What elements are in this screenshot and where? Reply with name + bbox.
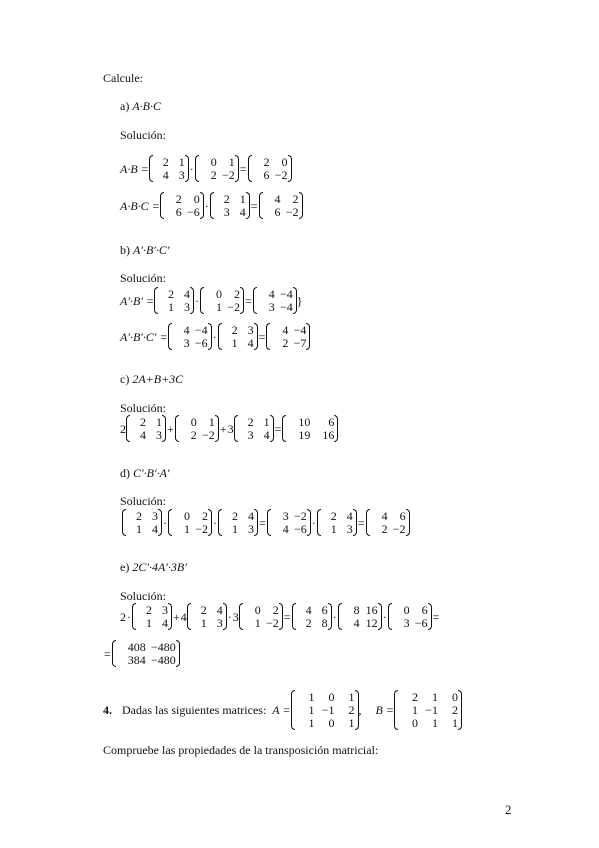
equation-e-1	[120, 603, 440, 630]
scalar: 2	[120, 609, 126, 624]
dot-operator: ·	[212, 329, 217, 344]
matrix-cell: 3	[403, 616, 410, 630]
matrix-entries	[392, 603, 428, 630]
dot-operator: ·	[227, 609, 232, 624]
matrix-cell: 3	[184, 300, 191, 314]
matrix-entries	[153, 155, 185, 182]
matrix	[218, 509, 258, 536]
matrix-cell: −2	[202, 428, 215, 442]
question-number: 4.	[103, 703, 112, 717]
matrix-cell: 1	[431, 690, 438, 704]
matrix	[210, 192, 250, 219]
matrix-entries	[136, 603, 168, 630]
matrix-cell: 4	[268, 287, 275, 301]
part-b-expression: A′·B′·C′	[133, 243, 170, 257]
matrix-cell: 4	[282, 323, 289, 337]
eq-lhs: A·B·C =	[120, 198, 160, 213]
matrix-cell: 1	[200, 616, 207, 630]
matrix-cell: 2	[330, 509, 337, 523]
matrix-cell: 2	[247, 415, 254, 429]
part-c-heading	[120, 372, 183, 387]
matrix-entries	[286, 415, 334, 442]
right-bracket	[334, 415, 338, 442]
matrix-cell: −2	[274, 168, 288, 182]
matrix-cell: 2	[146, 603, 152, 617]
matrix-entries	[172, 509, 208, 536]
matrix-cell: 3	[178, 168, 185, 182]
matrix-cell: 1	[431, 716, 438, 730]
question-text: Dadas las siguientes matrices:	[122, 703, 267, 717]
matrix	[317, 509, 357, 536]
right-bracket	[158, 509, 162, 536]
right-bracket	[458, 690, 462, 730]
right-bracket	[162, 415, 166, 442]
matrix-cell: 4	[353, 616, 360, 630]
right-bracket	[168, 603, 172, 630]
eq-lhs: A·B =	[120, 161, 149, 176]
matrix-entries	[116, 640, 176, 667]
matrix-cell: 4	[162, 168, 169, 182]
matrix-cell: 3	[268, 300, 275, 314]
matrix-cell: 2	[381, 522, 388, 536]
matrix-cell: 4	[247, 336, 254, 350]
equals-sign: =	[274, 421, 282, 436]
matrix-cell: 2	[162, 155, 169, 169]
part-a-expression: A·B·C	[132, 99, 161, 113]
matrix-entries	[263, 192, 299, 219]
matrix-cell: 1	[184, 522, 190, 536]
matrix-cell: 4	[216, 603, 223, 617]
matrix-entries	[243, 603, 279, 630]
right-bracket	[254, 509, 258, 536]
intro-text: Calcule:	[103, 71, 143, 85]
matrix-cell: −2	[294, 509, 307, 523]
dot-operator: ·	[189, 161, 194, 176]
matrix-cell: 4	[248, 509, 254, 523]
matrix-cell: 1	[178, 155, 185, 169]
part-e-label: e)	[120, 560, 130, 574]
matrix-entries	[158, 287, 190, 314]
equation-e-2	[103, 640, 180, 667]
matrix-entries	[296, 603, 328, 630]
matrix-cell: 6	[399, 509, 406, 523]
matrix	[168, 509, 212, 536]
matrix-cell: 4	[305, 603, 312, 617]
matrix-entries	[321, 509, 353, 536]
equals-sign: =	[357, 515, 365, 530]
matrix-cell: 0	[411, 716, 418, 730]
matrix	[154, 287, 194, 314]
matrix-cell: 4	[263, 428, 270, 442]
matrix-cell: −6	[194, 336, 208, 350]
matrix-cell: 1	[348, 690, 355, 704]
dot-operator: ·	[311, 515, 316, 530]
matrix-cell: 4	[184, 287, 191, 301]
matrix-cell: 4	[346, 509, 353, 523]
matrix-cell: 2	[282, 336, 289, 350]
right-bracket	[185, 155, 189, 182]
equals-sign: =	[245, 293, 252, 308]
matrix-entries	[342, 603, 378, 630]
matrix-cell: 1	[411, 703, 418, 717]
matrix-cell: 3	[247, 428, 254, 442]
equation-a-1	[120, 155, 292, 182]
matrix	[388, 603, 432, 630]
eq-lhs: A′·B′·C′ =	[120, 329, 168, 344]
solution-label-a: Solución:	[120, 128, 167, 142]
dot-operator: ·	[204, 198, 209, 213]
equation-b-1	[120, 287, 303, 314]
matrix-cell: 0	[328, 690, 335, 704]
part-a-heading	[120, 99, 161, 114]
matrix-cell: 2	[202, 509, 208, 523]
dot-operator: ·	[195, 293, 200, 308]
matrix-cell: 4	[239, 205, 246, 219]
right-bracket	[299, 192, 303, 219]
matrix-cell: 3	[223, 205, 230, 219]
question-4	[103, 690, 462, 730]
matrix-cell: 0	[184, 509, 190, 523]
right-bracket	[240, 287, 244, 314]
matrix-cell: 16	[365, 603, 378, 617]
eq-lhs: A′·B′ =	[120, 293, 155, 308]
matrix-entries	[214, 192, 246, 219]
matrix-cell: −2	[392, 522, 406, 536]
matrix-cell: −6	[294, 522, 307, 536]
matrix-cell: 384	[127, 653, 146, 667]
matrix-cell: −2	[195, 522, 208, 536]
matrix-cell: 6	[328, 415, 335, 429]
matrix-cell: 2	[223, 192, 230, 206]
matrix-cell: −2	[227, 300, 241, 314]
matrix-cell: −480	[151, 653, 176, 667]
matrix	[248, 155, 292, 182]
matrix	[282, 415, 338, 442]
part-e-expression: 2C′·4A′·3B′	[132, 560, 187, 574]
matrix-entries	[126, 509, 158, 536]
matrix	[266, 323, 310, 350]
matrix-entries	[257, 287, 293, 314]
matrix-cell: 1	[308, 716, 315, 730]
matrix	[253, 287, 297, 314]
matrix	[112, 640, 180, 667]
plus-operator: +	[167, 421, 174, 436]
equation-c	[120, 415, 338, 442]
comma: ,	[358, 703, 362, 717]
right-bracket	[306, 323, 310, 350]
solution-label-d: Solución:	[120, 494, 167, 508]
part-b-heading	[120, 243, 170, 258]
matrix-cell: 3	[216, 616, 223, 630]
right-bracket	[328, 603, 332, 630]
matrix-cell: 2	[272, 603, 279, 617]
matrix-entries	[271, 509, 307, 536]
matrix-cell: 6	[175, 205, 182, 219]
equals-sign: =	[250, 198, 258, 213]
matrix	[187, 603, 227, 630]
matrix-cell: 3	[346, 522, 353, 536]
matrix-cell: 1	[156, 415, 162, 429]
matrix-entries	[370, 509, 406, 536]
matrix	[239, 603, 283, 630]
matrix-cell: −6	[186, 205, 200, 219]
matrix-cell: 3	[162, 603, 168, 617]
part-a-label: a)	[120, 99, 130, 113]
matrix-cell: 2	[411, 690, 418, 704]
matrix-cell: 3	[282, 509, 289, 523]
matrix-entries	[199, 155, 235, 182]
matrix-cell: 3	[247, 323, 254, 337]
matrix-cell: 0	[403, 603, 410, 617]
matrix	[259, 192, 303, 219]
matrix-cell: 3	[183, 336, 190, 350]
matrix-cell: 0	[281, 155, 288, 169]
scalar: 2	[120, 421, 126, 436]
solution-label-b: Solución:	[120, 271, 167, 285]
solution-label-e: Solución:	[120, 589, 167, 603]
equation-b-2	[120, 323, 310, 350]
plus-operator: +	[173, 609, 180, 624]
matrix-cell: 1	[208, 415, 215, 429]
matrix-entries	[204, 287, 240, 314]
matrix-entries	[130, 415, 162, 442]
dot-operator: ·	[332, 609, 337, 624]
matrix-cell: 1	[228, 155, 235, 169]
matrix-cell: −4	[293, 323, 307, 337]
matrix	[292, 603, 332, 630]
right-bracket	[215, 415, 219, 442]
right-bracket	[406, 509, 410, 536]
scalar: 3	[227, 421, 234, 436]
matrix-cell: 0	[193, 192, 200, 206]
matrix-a	[291, 690, 359, 730]
matrix-cell: 3	[248, 522, 254, 536]
matrix-cell: 2	[175, 192, 182, 206]
matrix-cell: 3	[156, 428, 162, 442]
right-bracket	[428, 603, 432, 630]
dot-operator: ·	[163, 515, 167, 530]
matrix	[168, 323, 212, 350]
part-d-label: d)	[120, 466, 130, 480]
matrix-entries	[252, 155, 288, 182]
matrix-cell: 19	[298, 428, 311, 442]
matrix-cell: 2	[140, 415, 146, 429]
plus-operator: +	[219, 421, 227, 436]
matrix	[218, 323, 258, 350]
matrix-cell: 8	[353, 603, 360, 617]
part-d-expression: C′·B′·A′	[133, 466, 170, 480]
matrix	[267, 509, 311, 536]
matrix-cell: 1	[146, 616, 152, 630]
scalar: 3	[232, 609, 239, 624]
equation-a-2	[120, 192, 303, 219]
matrix-cell: −480	[151, 640, 176, 654]
matrix-cell: 1	[308, 703, 315, 717]
matrix-entries	[191, 603, 223, 630]
matrix-b-label: B =	[375, 703, 394, 717]
matrix-cell: 2	[305, 616, 312, 630]
matrix-cell: 1	[216, 300, 223, 314]
matrix	[132, 603, 172, 630]
matrix-cell: −1	[425, 703, 438, 717]
matrix-cell: −4	[280, 300, 293, 314]
check-instruction: Compruebe las propiedades de la transposición matricial:	[103, 743, 379, 757]
right-bracket	[279, 603, 283, 630]
matrix-cell: −2	[285, 205, 299, 219]
matrix-cell: 2	[234, 287, 241, 301]
matrix	[200, 287, 244, 314]
right-bracket	[246, 192, 250, 219]
right-bracket	[378, 603, 382, 630]
matrix-cell: −4	[194, 323, 208, 337]
matrix-cell: 8	[321, 616, 328, 630]
page-number: 2	[505, 802, 512, 817]
matrix-cell: 1	[451, 716, 458, 730]
matrix-cell: 2	[210, 168, 217, 182]
matrix-cell: 1	[308, 690, 315, 704]
right-bracket	[353, 509, 357, 536]
matrix-cell: 0	[451, 690, 458, 704]
matrix-cell: 1	[231, 336, 238, 350]
matrix-entries	[222, 509, 254, 536]
matrix	[366, 509, 410, 536]
matrix	[126, 415, 166, 442]
right-bracket	[208, 323, 212, 350]
matrix-cell: 2	[451, 703, 458, 717]
matrix	[160, 192, 204, 219]
matrix-cell: 4	[162, 616, 168, 630]
matrix	[122, 509, 162, 536]
matrix	[195, 155, 239, 182]
matrix-cell: 4	[152, 522, 158, 536]
matrix-cell: −6	[414, 616, 428, 630]
matrix	[149, 155, 189, 182]
matrix-entries	[179, 415, 215, 442]
matrix-cell: 3	[152, 509, 158, 523]
matrix-cell: 2	[231, 323, 238, 337]
matrix-cell: 0	[190, 415, 197, 429]
matrix-cell: 6	[321, 603, 328, 617]
matrix-cell: 0	[328, 716, 335, 730]
part-e-heading	[120, 560, 187, 575]
right-bracket	[208, 509, 212, 536]
matrix-entries	[295, 690, 355, 730]
matrix-cell: 1	[263, 415, 270, 429]
matrix-cell: 2	[168, 287, 175, 301]
part-d-heading	[120, 466, 170, 481]
matrix	[338, 603, 382, 630]
matrix-cell: 0	[210, 155, 217, 169]
matrix-cell: 1	[348, 716, 355, 730]
matrix-cell: −7	[293, 336, 307, 350]
equation-d	[122, 509, 410, 536]
matrix-cell: 6	[421, 603, 428, 617]
right-bracket	[200, 192, 204, 219]
matrix-a-label: A =	[272, 703, 291, 717]
equals-sign: =	[283, 609, 291, 624]
right-bracket	[176, 640, 180, 667]
matrix-entries	[270, 323, 306, 350]
matrix-cell: 6	[274, 205, 281, 219]
matrix-cell: 2	[232, 509, 238, 523]
dot-operator: ·	[382, 609, 387, 624]
matrix-cell: 1	[239, 192, 246, 206]
right-bracket	[223, 603, 227, 630]
matrix-cell: 4	[140, 428, 146, 442]
matrix-cell: 2	[190, 428, 197, 442]
right-bracket	[270, 415, 274, 442]
equals-sign: =	[259, 515, 266, 530]
matrix-cell: 2	[348, 703, 355, 717]
right-bracket	[235, 155, 239, 182]
right-bracket	[254, 323, 258, 350]
closing-brace: }	[296, 293, 303, 308]
scalar: 4	[180, 609, 187, 624]
matrix-cell: 1	[232, 522, 238, 536]
matrix-cell: 408	[127, 640, 146, 654]
part-c-label: c)	[120, 372, 130, 386]
matrix-cell: 1	[136, 522, 142, 536]
matrix-cell: 10	[298, 415, 311, 429]
matrix-cell: 1	[330, 522, 337, 536]
matrix-entries	[398, 690, 458, 730]
matrix-cell: 0	[216, 287, 223, 301]
matrix-cell: 4	[381, 509, 388, 523]
matrix-cell: 2	[200, 603, 207, 617]
matrix-cell: −4	[280, 287, 293, 301]
matrix	[234, 415, 274, 442]
equals-sign: =	[432, 609, 440, 624]
matrix-entries	[238, 415, 270, 442]
matrix-entries	[172, 323, 208, 350]
right-bracket	[288, 155, 292, 182]
matrix-cell: 6	[263, 168, 270, 182]
matrix-cell: 16	[322, 428, 335, 442]
dot-operator: ·	[127, 609, 131, 624]
solution-label-c: Solución:	[120, 401, 167, 415]
matrix-cell: 2	[136, 509, 142, 523]
matrix-cell: 1	[168, 300, 175, 314]
equals-sign: =	[258, 329, 266, 344]
right-bracket	[307, 509, 311, 536]
matrix-entries	[222, 323, 254, 350]
matrix-cell: −2	[266, 616, 279, 630]
matrix-cell: −2	[221, 168, 235, 182]
equals-sign: =	[239, 161, 247, 176]
right-bracket	[190, 287, 194, 314]
equals-sign: =	[104, 646, 111, 661]
part-b-label: b)	[120, 243, 130, 257]
matrix-cell: 1	[254, 616, 261, 630]
matrix-entries	[164, 192, 200, 219]
matrix-cell: 0	[254, 603, 261, 617]
matrix-cell: 2	[292, 192, 299, 206]
matrix-cell: 4	[274, 192, 281, 206]
matrix-cell: 4	[282, 522, 289, 536]
dot-operator: ·	[213, 515, 217, 530]
matrix-cell: 12	[365, 616, 378, 630]
matrix-cell: 4	[183, 323, 190, 337]
matrix-cell: 2	[263, 155, 270, 169]
part-c-expression: 2A+B+3C	[132, 372, 184, 386]
matrix	[175, 415, 219, 442]
matrix-b	[394, 690, 462, 730]
matrix-cell: −1	[321, 703, 335, 717]
